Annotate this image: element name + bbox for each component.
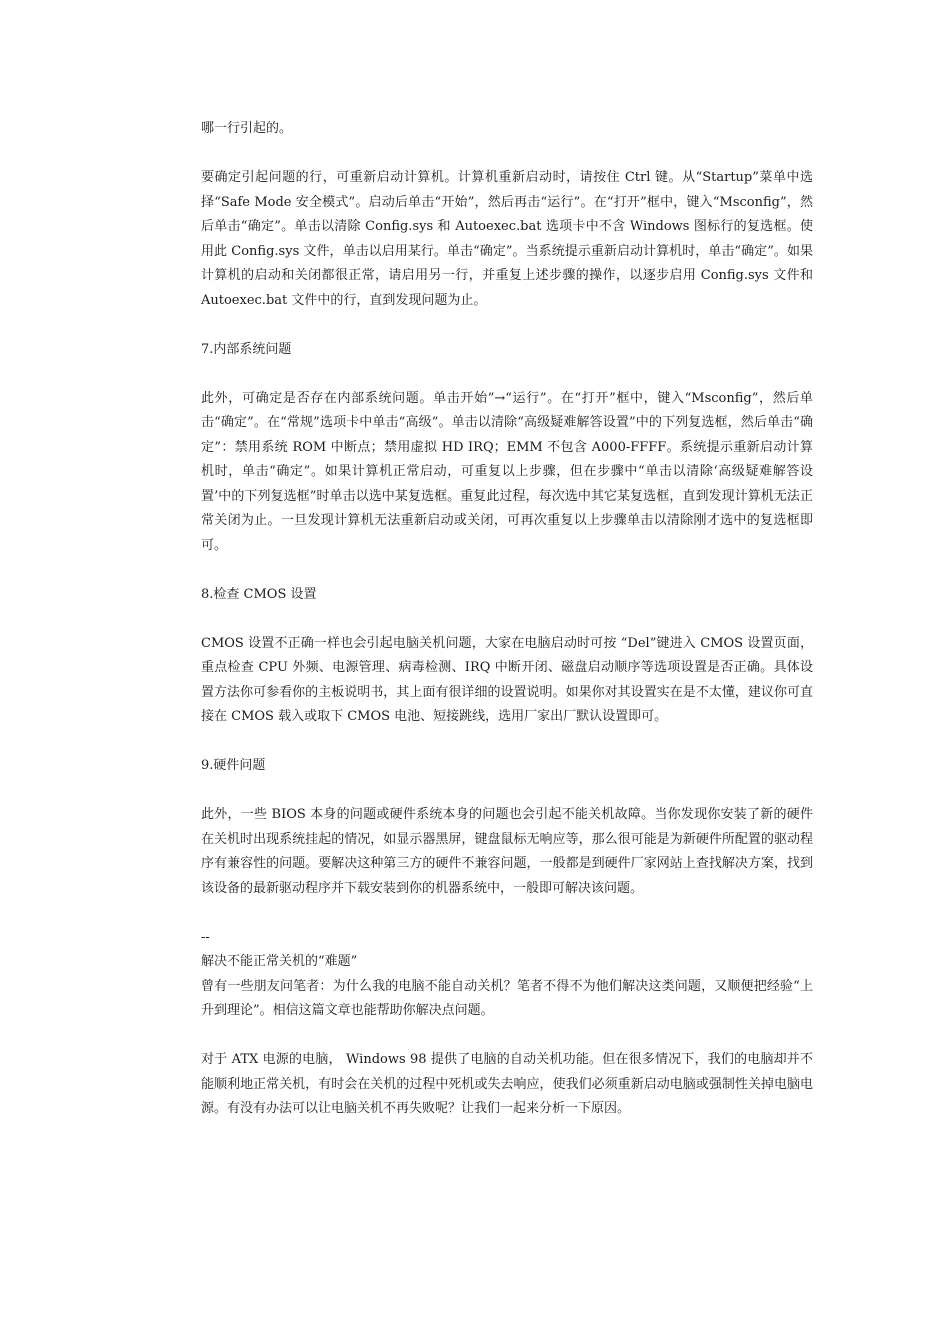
paragraph-restart-steps: 要确定引起问题的行，可重新启动计算机。计算机重新启动时，请按住 Ctrl 键。从“Startup”菜单中选择“Safe Mode 安全模式”。启动后单击“开始”，然后再击“运行”。在“打开”框中，键入“Msconfig”，然后单击“确定”。单击以清除 Config.sys 和 Autoexec.bat 选项卡中不含 Windows 图标行的复选框。使用此 Config.sys 文件，单击以启用某行。单击“确定”。当系统提示重新启动计算机时，单击“确定”。如果计算机的启动和关闭都很正常，请启用另一行，并重复上述步骤的操作，以逐步启用 Config.sys 文件和 Autoexec.bat 文件中的行，直到发现问题为止。	[201, 170, 813, 308]
paragraph-gap	[201, 607, 813, 632]
paragraph-gap	[201, 558, 813, 583]
section-heading-7: 7.内部系统问题	[201, 341, 292, 357]
paragraph-cmos: CMOS 设置不正确一样也会引起电脑关机问题，大家在电脑启动时可按 “Del”键进入 CMOS 设置页面，重点检查 CPU 外频、电源管理、病毒检测、IRQ 中断开闭、磁盘启动顺序等选项设置是否正确。具体设置方法你可参看你的主板说明书，其上面有很详细的设置说明。如果你对其设置实在是不太懂，建议你可直接在 CMOS 载入或取下 CMOS 电池、短接跳线，选用厂家出厂默认设置即可。	[201, 635, 813, 724]
paragraph-intro-tail: 哪一行引起的。	[201, 121, 293, 136]
paragraph-hardware: 此外，一些 BIOS 本身的问题或硬件系统本身的问题也会引起不能关机故障。当你发现你安装了新的硬件在关机时出现系统挂起的情况，如显示器黑屏，键盘鼠标无响应等，那么很可能是为新硬件所配置的驱动程序有兼容性的问题。要解决这种第三方的硬件不兼容问题，一般都是到硬件厂家网站上查找解决方案，找到该设备的最新驱动程序并下载安装到你的机器系统中，一般即可解决该问题。	[201, 807, 813, 896]
document-page	[201, 117, 813, 1122]
paragraph-gap	[201, 779, 813, 804]
article-title: 解决不能正常关机的“难题”	[201, 954, 358, 969]
paragraph-gap	[201, 313, 813, 338]
paragraph-friends: 曾有一些朋友问笔者：为什么我的电脑不能自动关机？笔者不得不为他们解决这类问题，又顺便把经验“上升到理论”。相信这篇文章也能帮助你解决点问题。	[201, 978, 813, 1018]
paragraph-gap	[201, 142, 813, 167]
paragraph-gap	[201, 730, 813, 755]
section-heading-8: 8.检查 CMOS 设置	[201, 586, 317, 602]
paragraph-gap	[201, 362, 813, 387]
paragraph-atx: 对于 ATX 电源的电脑， Windows 98 提供了电脑的自动关机功能。但在很多情况下，我们的电脑却并不能顺利地正常关机，有时会在关机的过程中死机或失去响应，使我们必须重新启动电脑或强制性关掉电脑电源。有没有办法可以让电脑关机不再失败呢？让我们一起来分析一下原因。	[201, 1052, 813, 1116]
separator-line: --	[201, 929, 210, 945]
paragraph-gap	[201, 901, 813, 926]
paragraph-gap	[201, 1024, 813, 1049]
section-heading-9: 9.硬件问题	[201, 758, 266, 773]
paragraph-internal-system: 此外，可确定是否存在内部系统问题。单击开始”→“运行”。在“打开”框中，键入“Msconfig”，然后单击“确定”。在“常规”选项卡中单击“高级”。单击以清除“高级疑难解答设置”中的下列复选框，然后单击“确定”：禁用系统 ROM 中断点；禁用虚拟 HD IRQ；EMM 不包含 A000-FFFF。系统提示重新启动计算机时，单击“确定”。如果计算机正常启动，可重复以上步骤，但在步骤中“单击以清除‘高级疑难解答设置’中的下列复选框”时单击以选中某复选框。重复此过程，每次选中其它某复选框，直到发现计算机无法正常关闭为止。一旦发现计算机无法重新启动或关闭，可再次重复以上步骤单击以清除刚才选中的复选框即可。	[201, 390, 813, 553]
